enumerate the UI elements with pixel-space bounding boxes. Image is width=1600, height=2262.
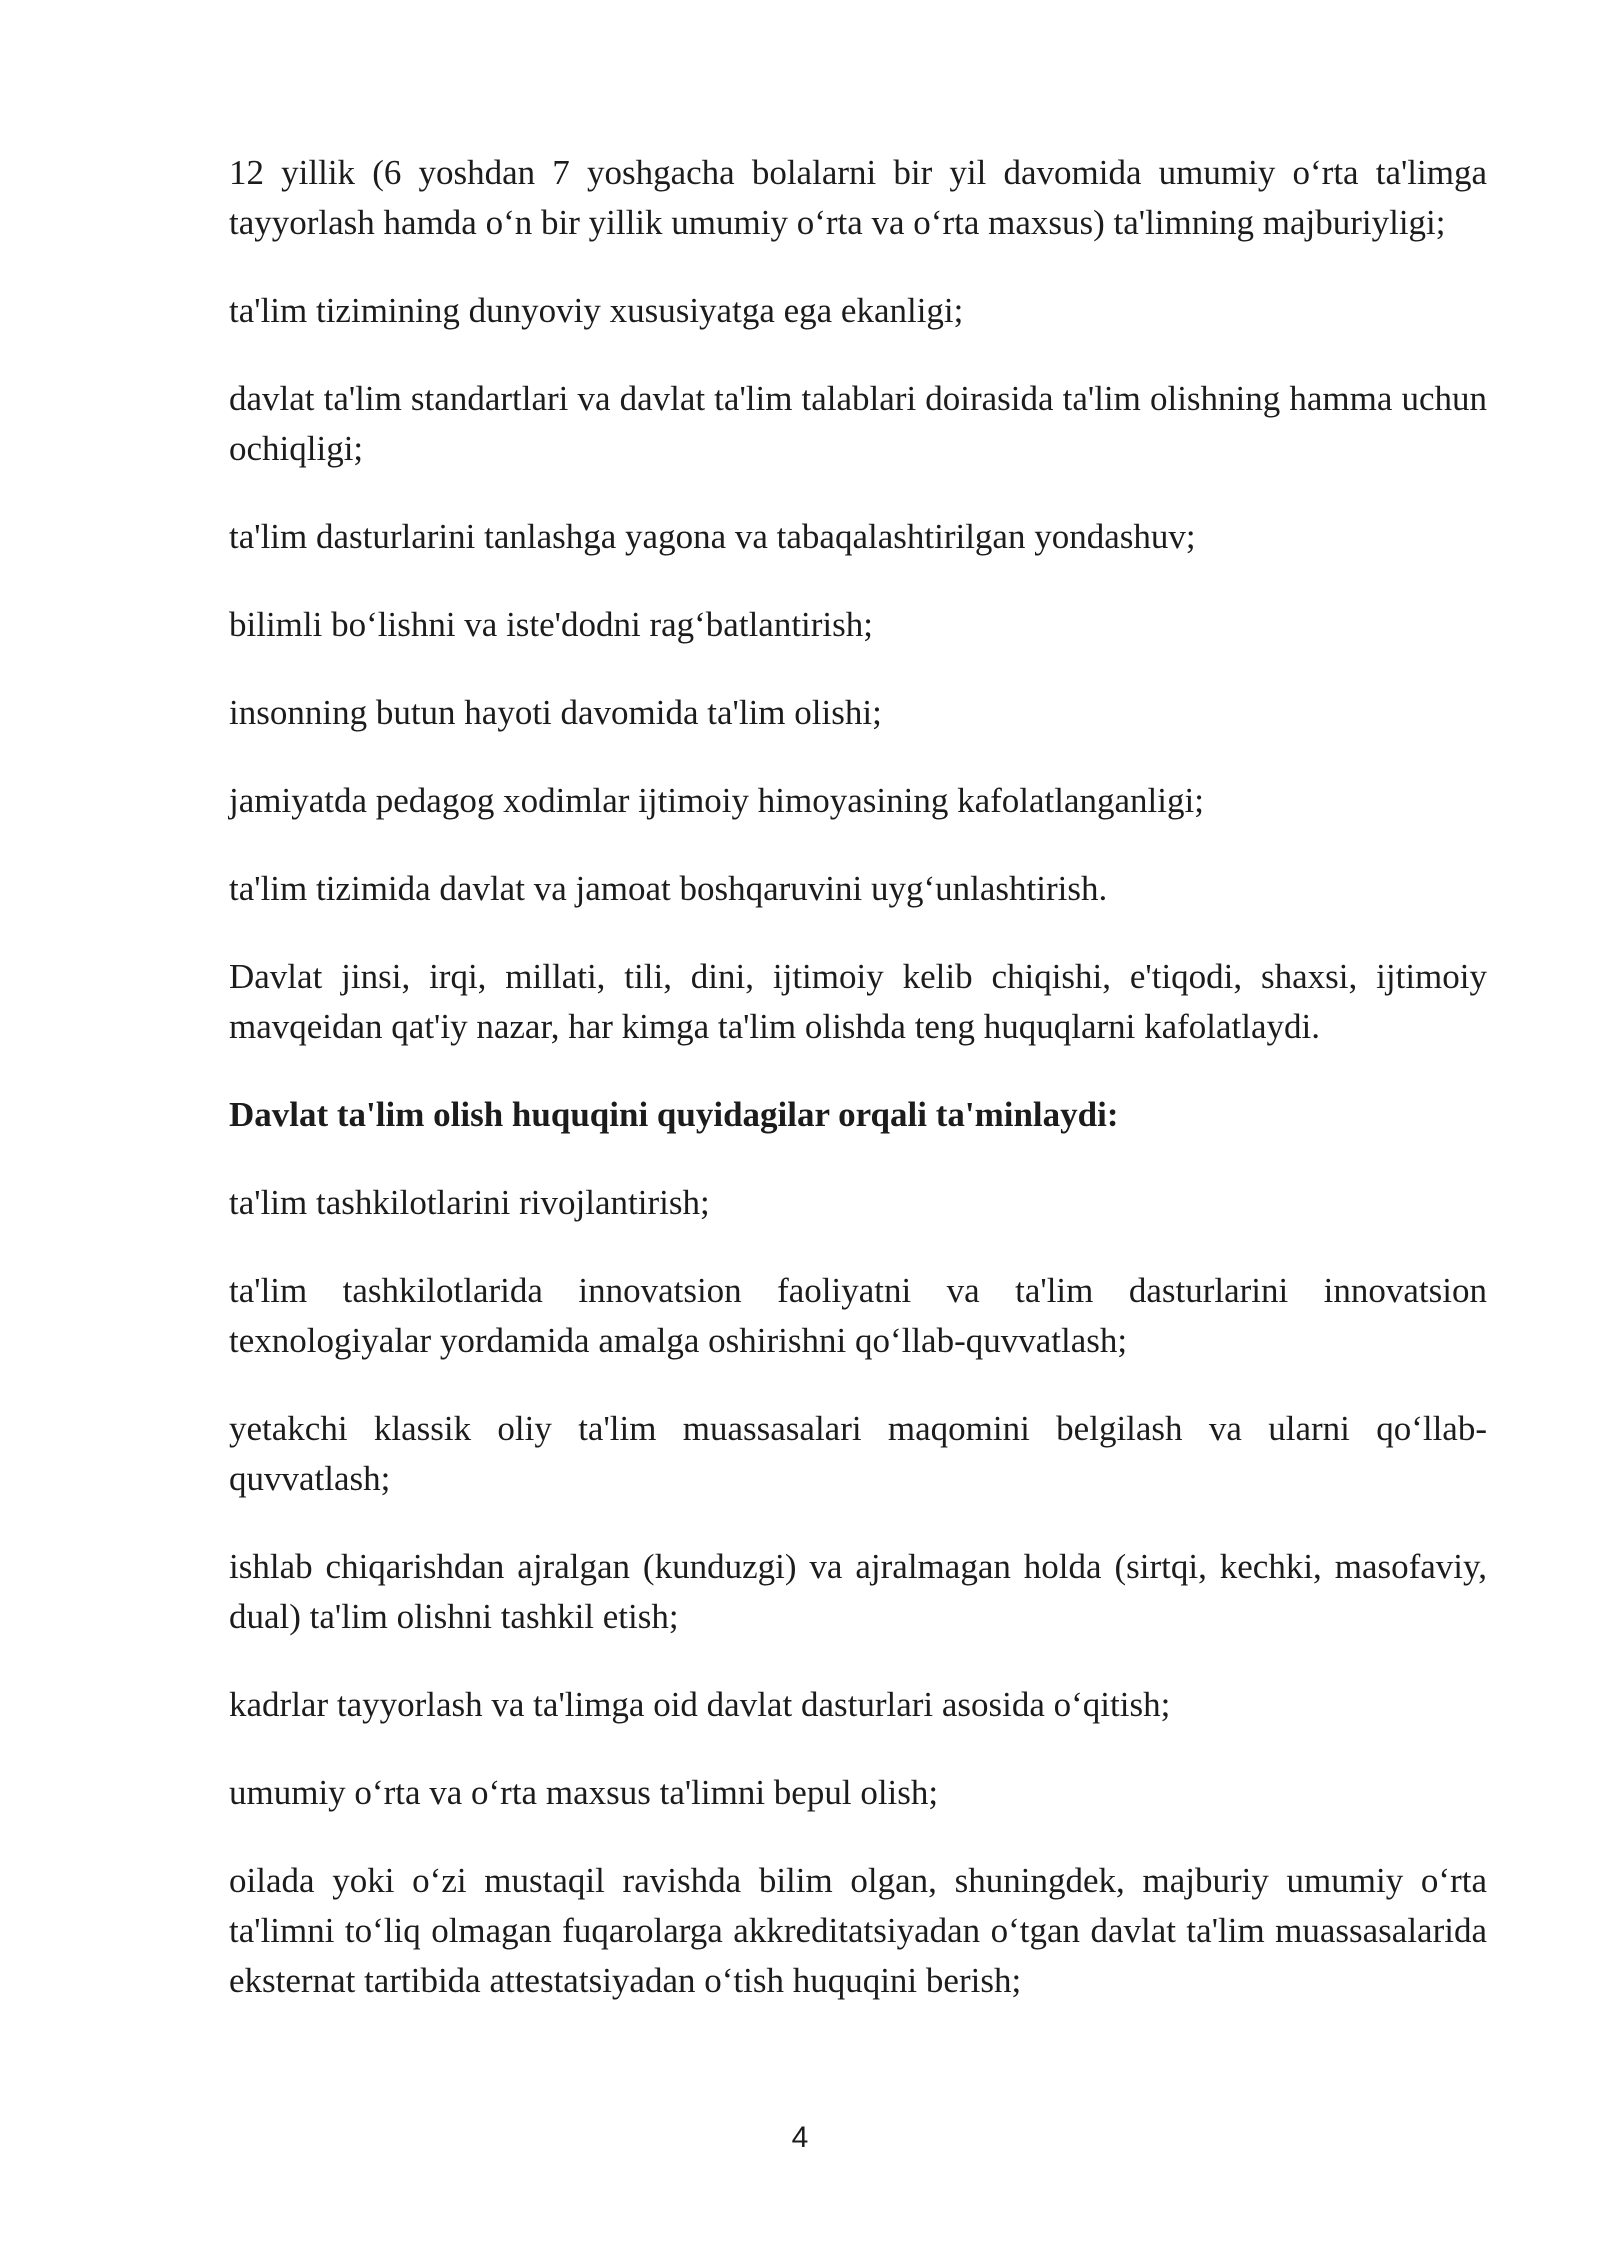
paragraph-openness-of-education: davlat ta'lim standartlari va davlat ta'lim talablari doirasida ta'lim olishning hamma uchun ochiqligi; [229, 379, 1487, 468]
paragraph-free-education: umumiy o‘rta va o‘rta maxsus ta'limni bepul olish; [229, 1773, 939, 1812]
paragraph-equal-rights-guarantee: Davlat jinsi, irqi, millati, tili, dini, ijtimoiy kelib chiqishi, e'tiqodi, shaxsi, ijtimoiy mavqeidan qat'iy nazar, har kimga ta'lim olishda teng huquqlarni kafolatlaydi. [229, 957, 1487, 1046]
paragraph-compulsory-education: 12 yillik (6 yoshdan 7 yoshgacha bolalarni bir yil davomida umumiy o‘rta ta'limga tayyorlash hamda o‘n bir yillik umumiy o‘rta va o‘rta maxsus) ta'limning majburiyligi; [229, 153, 1487, 242]
paragraph-talent-encouragement: bilimli bo‘lishni va iste'dodni rag‘batlantirish; [229, 605, 873, 644]
paragraph-state-public-governance: ta'lim tizimida davlat va jamoat boshqaruvini uyg‘unlashtirish. [229, 869, 1108, 908]
paragraph-forms-of-study: ishlab chiqarishdan ajralgan (kunduzgi) va ajralmagan holda (sirtqi, kechki, masofaviy, dual) ta'lim olishni tashkil etish; [229, 1547, 1487, 1636]
paragraph-state-programs-training: kadrlar tayyorlash va ta'limga oid davlat dasturlari asosida o‘qitish; [229, 1685, 1171, 1724]
paragraph-develop-organizations: ta'lim tashkilotlarini rivojlantirish; [229, 1183, 710, 1222]
paragraph-classic-universities: yetakchi klassik oliy ta'lim muassasalari maqomini belgilash va ularni qo‘llab-quvvatlash; [229, 1409, 1487, 1498]
paragraph-lifelong-learning: insonning butun hayoti davomida ta'lim olishi; [229, 693, 882, 732]
section-heading-right-to-education: Davlat ta'lim olish huquqini quyidagilar orqali ta'minlaydi: [229, 1095, 1119, 1134]
paragraph-differentiated-approach: ta'lim dasturlarini tanlashga yagona va tabaqalashtirilgan yondashuv; [229, 517, 1196, 556]
page-number: 4 [791, 2121, 809, 2154]
paragraph-secular-education: ta'lim tizimining dunyoviy xususiyatga ega ekanligi; [229, 291, 964, 330]
paragraph-innovation-support: ta'lim tashkilotlarida innovatsion faoliyatni va ta'lim dasturlarini innovatsion texnologiyalar yordamida amalga oshirishni qo‘llab-quvvatlash; [229, 1271, 1487, 1360]
paragraph-external-attestation: oilada yoki o‘zi mustaqil ravishda bilim olgan, shuningdek, majburiy umumiy o‘rta ta'limni to‘liq olmagan fuqarolarga akkreditatsiyadan o‘tgan davlat ta'lim muassasalarida eksternat tartibida attestatsiyadan o‘tish huquqini berish; [229, 1861, 1487, 2000]
paragraph-teacher-social-protection: jamiyatda pedagog xodimlar ijtimoiy himoyasining kafolatlanganligi; [229, 781, 1204, 820]
document-body [229, 148, 1487, 2044]
